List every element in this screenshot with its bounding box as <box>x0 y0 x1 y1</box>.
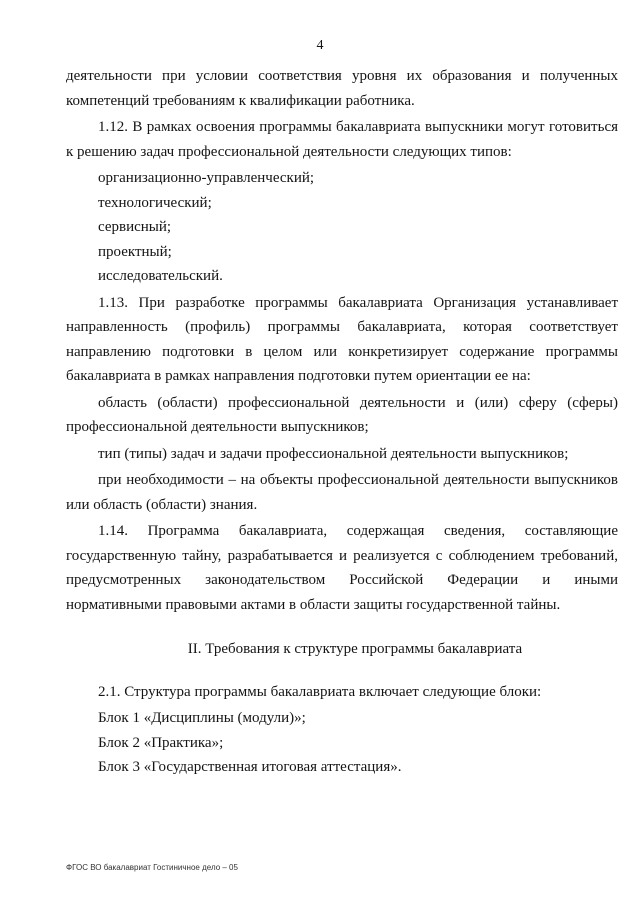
list-item: Блок 1 «Дисциплины (модули)»; <box>98 710 306 726</box>
text-line: при необходимости – на объекты профессиональной деятельности выпускников <box>98 472 618 488</box>
blocks-list <box>66 706 618 780</box>
list-item: технологический; <box>98 194 212 211</box>
text-line: или область (области) знания. <box>66 496 258 513</box>
list-item: проектный; <box>98 243 172 260</box>
text-line: направлению подготовки в целом или конкретизирует содержание программы <box>66 343 618 360</box>
text-line: государственную тайну, разрабатывается и реализуется с соблюдением требований, <box>66 547 618 564</box>
list-item: исследовательский. <box>98 268 223 284</box>
paragraph-1-13-item-type <box>66 442 618 467</box>
text-line: 2.1. Структура программы бакалавриата включает следующие блоки: <box>98 683 542 700</box>
text-line: 1.14. Программа бакалавриата, содержащая сведения, составляющие <box>98 523 618 539</box>
text-line: тип (типы) задач и задачи профессиональной деятельности выпускников; <box>98 445 569 462</box>
text-line: 1.12. В рамках освоения программы бакалавриата выпускники могут готовиться <box>98 119 618 135</box>
list-item: Блок 3 «Государственная итоговая аттестация». <box>98 759 402 775</box>
text-line: профессиональной деятельности выпускников; <box>66 419 369 435</box>
paragraph-continuation <box>66 64 618 113</box>
text-line: область (области) профессиональной деятельности и (или) сферу (сферы) <box>98 394 618 411</box>
text-line: нормативными правовыми актами в области защиты государственной тайны. <box>66 596 561 613</box>
text-line: бакалавриата в рамках направления подготовки путем ориентации ее на: <box>66 368 531 384</box>
paragraph-1-13 <box>66 291 618 389</box>
document-body <box>66 64 618 780</box>
text-line: к решению задач профессиональной деятельности следующих типов: <box>66 143 512 160</box>
text-line: компетенций требованиям к квалификации работника. <box>66 92 415 109</box>
paragraph-1-14 <box>66 519 618 617</box>
list-item: организационно-управленческий; <box>98 170 315 186</box>
paragraph-1-13-item-area <box>66 391 618 440</box>
list-item: сервисный; <box>98 219 172 235</box>
footer-note: ФГОС ВО бакалавриат Гостиничное дело – 05 <box>66 863 238 872</box>
text-line: деятельности при условии соответствия уровня их образования и полученных <box>66 68 618 84</box>
section-heading: II. Требования к структуре программы бакалавриата <box>187 641 523 657</box>
paragraph-1-12 <box>66 115 618 164</box>
list-item: Блок 2 «Практика»; <box>98 734 224 751</box>
text-line: направленность (профиль) программы бакалавриата, которая соответствует <box>66 319 618 335</box>
text-line: 1.13. При разработке программы бакалавриата Организация устанавливает <box>98 294 618 311</box>
text-line: предусмотренных законодательством Российской Федерации и иными <box>66 572 618 588</box>
paragraph-1-13-item-objects <box>66 468 618 517</box>
page-number: 4 <box>316 38 324 53</box>
paragraph-2-1 <box>66 680 618 705</box>
activity-types-list <box>66 166 618 289</box>
